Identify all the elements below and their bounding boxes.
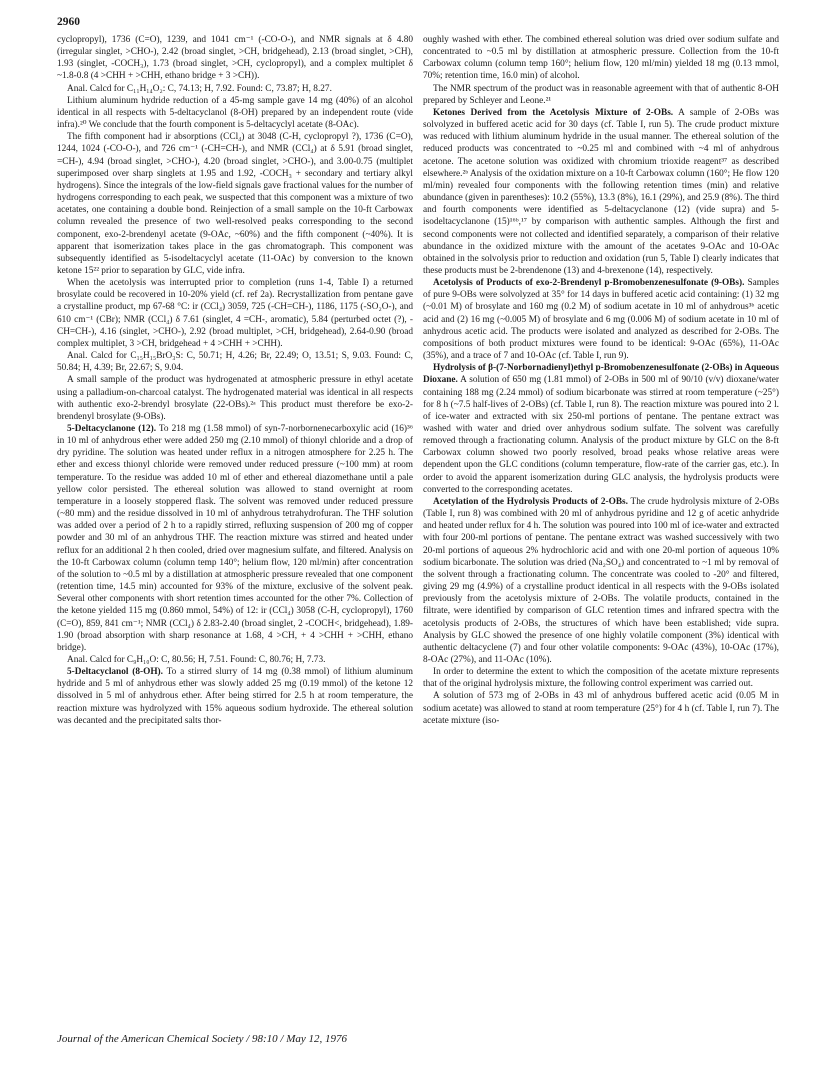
paragraph: The NMR spectrum of the product was in reasonable agreement with that of authentic 8-OH prepared by Schleyer and Leone.²¹ [423,83,779,106]
paragraph-text: To a stirred slurry of 14 mg (0.38 mmol) of lithium aluminum hydride and 5 ml of anhydrous ether was slowly added 25 mg (0.19 mmol) of the ketone 12 dissolved in 5 ml of anhydrous ether. After being stirred for 2.5 h at room temperature, the reaction mixture was hydrolyzed with 15% aqueous sodium hydroxide. The ethereal solution was decanted and the precipitated salts thor- [57,667,413,726]
section-heading: Hydrolysis of β-(7-Norbornadienyl)ethyl p-Bromobenzenesulfonate (2-OBs) in Aqueous Dioxane. [423,363,779,386]
section-heading: Ketones Derived from the Acetolysis Mixture of 2-OBs. [433,107,674,118]
paragraph [423,496,779,666]
paragraph: The fifth component had ir absorptions (CCl₄) at 3048 (C-H, cyclopropyl ?), 1736 (C=O), 1244, 1024 (-CO-O-), and 726 cm⁻¹ (-CH=CH-), and NMR (CCl₄) at δ 5.91 (broad singlet, =CH-), 4.94 (broad singlet, >CHO-), 4.20 (broad singlet, >CHO-), and 3.00-0.75 (multiplet superimposed over sharp singlets at 1.95 and 1.92, -COCH₃ + secondary and tertiary alkyl hydrogens). Since the integrals of the low-field signals gave fractional values for the number of hydrogens corresponding to each peak, we suspected that this component was a mixture of two acetates, one containing a double bond. Reinjection of a small sample on the 10-ft Carbowax column revealed the presence of two well-resolved peaks corresponding to the second component, exo-2-brendenyl acetate (9-OAc, ~60%) and the fifth component (~40%). It is apparent that isomerization takes place in the gas chromatograph. This component was subsequently identified as 5-isodeltacyclyl acetate (11-OAc) by conversion to the known ketone 15²² prior to separation by GLC, vide infra. [57,132,413,276]
paragraph: A solution of 573 mg of 2-OBs in 43 ml of anhydrous buffered acetic acid (0.05 M in sodium acetate) was allowed to stand at room temperature (25°) for 4 h (cf. Table I, run 7). The acetate mixture (iso- [423,691,779,726]
journal-footer: Journal of the American Chemical Society / 98:10 / May 12, 1976 [57,1033,348,1045]
section-heading: Acetolysis of Products of exo-2-Brendenyl p-Bromobenzenesulfonate (9-OBs). [433,278,745,289]
paragraph: When the acetolysis was interrupted prior to completion (runs 1-4, Table I) a returned brosylate could be recovered in 10-20% yield (cf. ref 2a). Recrystallization from pentane gave a crystalline product, mp 67-68 °C: ir (CCl₄) 3059, 725 (-CH=CH-), 1186, 1175 (-SO₂O-), and 610 cm⁻¹ (CBr); NMR (CCl₄) δ 7.61 (singlet, 4 =CH-, aromatic), 5.84 (perturbed octet (?), -CH=CH-), 4.16 (singlet, >CHO-), 2.92 (broad multiplet, >CH, bridgehead), 2.64-0.90 (broad complex multiplet, 3 >CH, bridgehead + 4 >CHH + >CHH). [57,278,413,349]
page-number: 2960 [57,16,80,28]
paragraph-text: The crude hydrolysis mixture of 2-OBs (Table I, run 8) was combined with 20 ml of anhydrous pyridine and 12 g of acetic anhydride and heated under reflux for 4 h. The solution was poured into 100 ml of ice-water and extracted with four 200-ml portions of pentane. The pentane extract was washed successively with two 20-ml portions of aqueous 2% hydrochloric acid and with one 20-ml portion of aqueous 10% sodium bicarbonate. The solution was dried (Na₂SO₄) and concentrated to ~1 ml by removal of the solvent through a fractionating column. The concentrate was cooled to -20° and filtered, giving 29 mg (4.9%) of a crystalline product identical in all respects with the 9-OBs isolated previously from the acetolysis mixture of 2-OBs. The volatile products, contained in the filtrate, were identified by comparison of GLC retention times and infrared spectra with the acetolysis products of 2-OBs, the structures of which have been established; vide supra. Analysis by GLC showed the presence of one highly volatile component (3%) identical with authentic deltacyclene (7) and four other volatile components: 9-OAc (43%), 10-OAc (17%), 8-OAc (27%), and 11-OAc (10%). [423,496,779,665]
paragraph: cyclopropyl), 1736 (C=O), 1239, and 1041 cm⁻¹ (-CO-O-), and NMR signals at δ 4.80 (irregular singlet, >CHO-), 2.42 (broad singlet, >CH, bridgehead), 2.13 (broad singlet, >CH), 1.93 (singlet, -COCH₃), 1.73 (broad singlet, >CH, cyclopropyl), and a complex multiplet δ ~1.8-0.8 (4 >CHH + >CHH, ethano bridge + 3 >CH)). [57,35,413,82]
paragraph [423,362,779,496]
left-column [57,34,413,727]
paragraph: In order to determine the extent to which the composition of the acetate mixture represents that of the original hydrolysis mixture, the following control experiment was carried out. [423,667,779,690]
paragraph [423,107,779,277]
paragraph-text: Samples of pure 9-OBs were solvolyzed at 35° for 14 days in buffered acetic acid containing: (1) 32 mg (~0.01 M) of brosylate and 160 mg (0.2 M) of sodium acetate in 10 ml of anhydrous³ᵇ acetic acid and (2) 16 mg (~0.005 M) of brosylate and 6 mg (0.006 M) of sodium acetate in 10 ml of anhydrous acetic acid. The products were isolated and analyzed as described for 2-OBs. The compositions of both product mixtures were found to be identical: 9-OAc (65%), 11-OAc (35%), and a trace of 7 and 10-OAc (cf. Table I, run 9). [423,278,779,362]
paragraph-text: A solution of 650 mg (1.81 mmol) of 2-OBs in 500 ml of 90/10 (v/v) dioxane/water containing 188 mg (2.24 mmol) of sodium bicarbonate was stirred at room temperature (~25°) for 8 h (~7.5 half-lives of 2-OBs) (cf. Table I, run 8). The reaction mixture was poured into 2 l. of ice-water and extracted with six 250-ml portions of pentane. The pentane extract was washed with water and dried over anhydrous sodium sulfate. The solvent was carefully removed through a fractionating column. Analysis of the product mixture by GLC on the 8-ft Carbowax column showed two poorly resolved, broad peaks whose relative areas were dependent upon the GLC conditions (column temperature, flow-rate of the carrier gas, etc.). In order to avoid the apparent isomerization during GLC analysis, the hydrolysis products were converted to the corresponding acetates. [423,375,779,495]
paragraph-text: To 218 mg (1.58 mmol) of syn-7-norbornenecarboxylic acid (16)³⁶ in 10 ml of anhydrous ether were added 250 mg (2.10 mmol) of thionyl chloride and a drop of dry pyridine. The solution was heated under reflux in a nitrogen atmosphere for 2.25 h. The ether and excess thionyl chloride were removed under reduced pressure (~100 mm) at room temperature. To the residue was added 10 ml of ether and ethereal diazomethane until a pale yellow color persisted. The ethereal solution was allowed to stand overnight at room temperature in a loosely stoppered flask. The solvent was removed under reduced pressure (~80 mm) and the residue dissolved in 10 ml of anhydrous tetrahydrofuran. The THF solution was added over a period of 2 h to a rapidly stirred, refluxing suspension of 200 mg of copper powder and 30 ml of an anhydrous THF. The reaction mixture was stirred and heated under reflux for an additional 2 h then cooled, dried over magnesium sulfate, and filtered. Analysis on the 10-ft Carbowax column (column temp 140°; helium flow, 120 ml/min) after concentration of the solution to ~0.5 ml by a distillation at atmospheric pressure revealed that one component (retention time, 14.5 min) accounted for 93% of the mixture, exclusive of the solvent peak. Several other components with short retention times accounted for the other 7%. Collection of the ketone yielded 115 mg (0.860 mmol, 54%) of 12: ir (CCl₄) 3058 (C-H, cyclopropyl), 1760 (C=O), 859, 841 cm⁻¹; NMR (CCl₄) δ 2.83-2.40 (broad singlet, 2 -COCH<, bridgehead), 1.89-1.90 (broad absorption with sharp resonance at 1.68, 4 >CH, + 4 >CHH + >CHH, ethano bridge). [57,424,413,653]
right-column [423,34,779,727]
paragraph: A small sample of the product was hydrogenated at atmospheric pressure in ethyl acetate using a palladium-on-charcoal catalyst. The hydrogenated material was identical in all respects with authentic exo-2-brendyl brosylate (22-OBs).²ᵃ This product must therefore be exo-2-brendenyl brosylate (9-OBs). [57,375,413,422]
paragraph: Anal. Calcd for C₁₁H₁₄O₂: C, 74.13; H, 7.92. Found: C, 73.87; H, 8.27. [67,83,332,94]
paragraph [57,423,413,654]
paragraph [423,277,779,362]
section-heading: Acetylation of the Hydrolysis Products of 2-OBs. [433,496,628,507]
paragraph: Anal. Calcd for C₁₅H₁₅BrO₃S: C, 50.71; H, 4.26; Br, 22.49; O, 13.51; S, 9.03. Found: C, 50.84; H, 4.39; Br, 22.67; S, 9.04. [57,351,413,374]
section-heading: 5-Deltacyclanone (12). [67,424,157,434]
paragraph: oughly washed with ether. The combined ethereal solution was dried over sodium sulfate and concentrated to ~0.5 ml by distillation at atmospheric pressure. Collection from the 10-ft Carbowax column (column temp 160°; helium flow, 120 ml/min) yielded 18 mg (0.13 mmol, 70%; retention time, 16.0 min) of alcohol. [423,35,779,82]
paragraph [57,666,413,727]
section-heading: 5-Deltacyclanol (8-OH). [67,667,163,678]
paragraph-text: A sample of 2-OBs was solvolyzed in buffered acetic acid for 30 days (cf. Table I, run 5). The crude product mixture was reduced with lithium aluminum hydride in the usual manner. The ethereal solution of the reduced products was concentrated to ~0.25 ml and combined with ~4 ml of anhydrous acetone. The acetone solution was oxidized with chromium trioxide reagent³⁷ as described elsewhere.²ᵇ Analysis of the oxidation mixture on a 10-ft Carbowax column (160°; He flow 120 ml/min) revealed four components with the following retention times (min) and relative abundance (given in parentheses): 10.2 (55%), 13.3 (8%), 16.1 (29%), and 25.9 (8%). The third and fourth components were identified as 5-deltacyclanone (12) (vide supra) and 5-isodeltacyclanone (15)¹⁶ᵇ,¹⁷ by comparison with authentic samples. Although the first and second components were not collected and identified separately, a comparison of their relative abundance in the oxidized mixture with the amount of the acetates 9-OAc and 10-OAc obtained in the solvolysis prior to reduction and oxidation (run 5, Table I) clearly indicates that these products must be 2-brendenone (13) and 4-brexenone (14), respectively. [423,107,780,276]
paragraph: Anal. Calcd for C₉H₁₀O: C, 80.56; H, 7.51. Found: C, 80.76; H, 7.73. [67,654,326,665]
paragraph: Lithium aluminum hydride reduction of a 45-mg sample gave 14 mg (40%) of an alcohol identical in all respects with 5-deltacyclanol (8-OH) prepared by an independent route (vide infra).²⁰ We conclude that the fourth component is 5-deltacyclyl acetate (8-OAc). [57,95,413,131]
